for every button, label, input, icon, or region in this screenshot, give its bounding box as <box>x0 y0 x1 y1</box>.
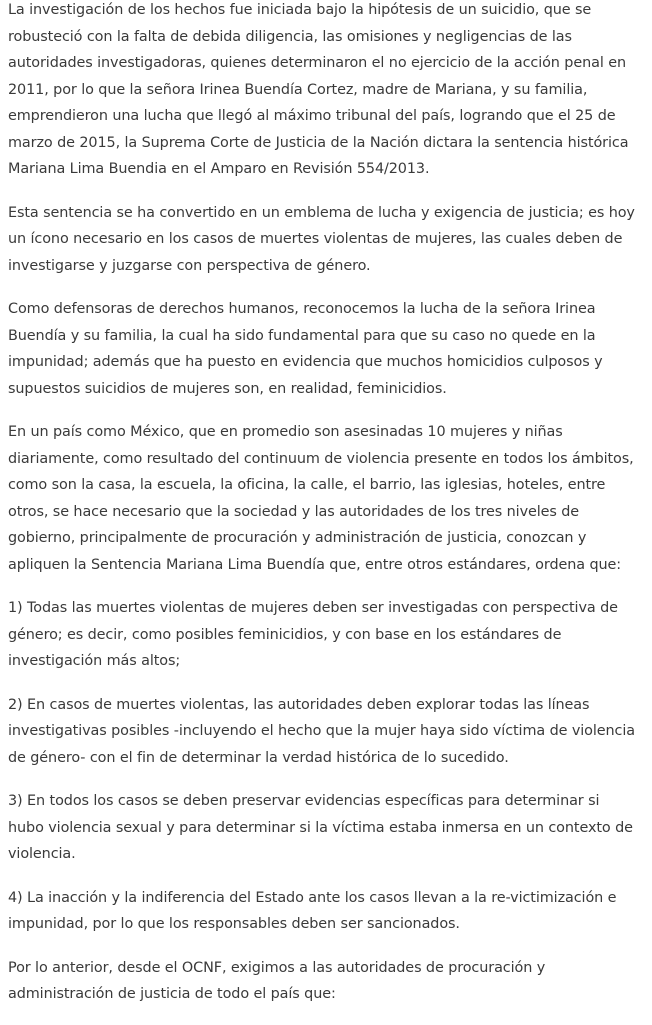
list-item-standard-1: 1) Todas las muertes violentas de mujeres deben ser investigadas con perspectiva de género; es decir, como posibles feminicidios, y con base en los estándares de investigación más altos; <box>8 600 618 669</box>
list-item-standard-3: 3) En todos los casos se deben preservar evidencias específicas para determinar si hubo violencia sexual y para determinar si la víctima estaba inmersa en un contexto de violencia. <box>8 793 633 862</box>
paragraph-context: En un país como México, que en promedio son asesinadas 10 mujeres y niñas diariamente, como resultado del continuum de violencia presente en todos los ámbitos, como son la casa, la escuela, la oficina, la calle, el barrio, las iglesias, hoteles, entre otros, se hace necesario que la sociedad y las autoridades de los tres niveles de gobierno, principalmente de procuración y administración de justicia, conozcan y apliquen la Sentencia Mariana Lima Buendía que, entre otros estándares, ordena que: <box>8 424 634 573</box>
paragraph-defenders: Como defensoras de derechos humanos, reconocemos la lucha de la señora Irinea Buendía y su familia, la cual ha sido fundamental para que su caso no quede en la impunidad; además que ha puesto en evidencia que muchos homicidios culposos y supuestos suicidios de mujeres son, en realidad, feminicidios. <box>8 301 603 397</box>
list-item-standard-2: 2) En casos de muertes violentas, las autoridades deben explorar todas las líneas investigativas posibles -incluyendo el hecho que la mujer haya sido víctima de violencia de género- con el fin de determinar la verdad histórica de lo sucedido. <box>8 696 635 766</box>
article-body <box>8 0 638 1025</box>
paragraph-demand: Por lo anterior, desde el OCNF, exigimos a las autoridades de procuración y administración de justicia de todo el país que: <box>8 959 546 1002</box>
paragraph-emblem: Esta sentencia se ha convertido en un emblema de lucha y exigencia de justicia; es hoy un ícono necesario en los casos de muertes violentas de mujeres, las cuales deben de investigarse y juzgarse con perspectiva de género. <box>8 204 635 274</box>
list-item-standard-4: 4) La inacción y la indiferencia del Estado ante los casos llevan a la re-victimización e impunidad, por lo que los responsables deben ser sancionados. <box>8 889 617 932</box>
paragraph-investigation: La investigación de los hechos fue iniciada bajo la hipótesis de un suicidio, que se robusteció con la falta de debida diligencia, las omisiones y negligencias de las autoridades investigadoras, quienes determinaron el no ejercicio de la acción penal en 2011, por lo que la señora Irinea Buendía Cortez, madre de Mariana, y su familia, emprendieron una lucha que llegó al máximo tribunal del país, logrando que el 25 de marzo de 2015, la Suprema Corte de Justicia de la Nación dictara la sentencia histórica Mariana Lima Buendia en el Amparo en Revisión 554/2013. <box>8 2 629 177</box>
